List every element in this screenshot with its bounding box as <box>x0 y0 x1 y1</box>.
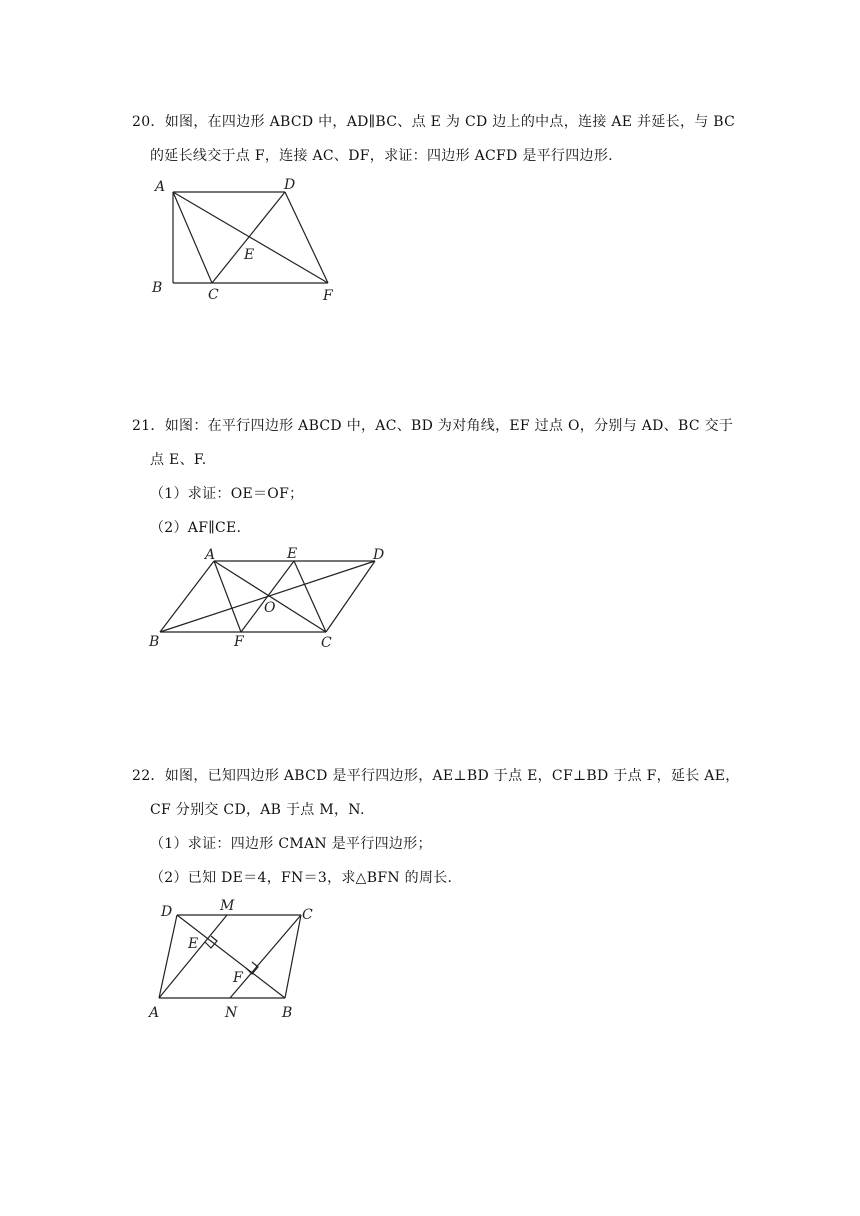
q20-label-B: B <box>152 280 163 296</box>
q22-label-B: B <box>282 1005 293 1021</box>
q21-segment-EF <box>241 561 294 632</box>
q22-segment-CB <box>285 915 301 998</box>
q22-label-N: N <box>225 1005 238 1021</box>
q21-line-4: （2）AF∥CE. <box>150 520 242 536</box>
q22-label-E: E <box>188 936 199 952</box>
q21-segment-AF <box>214 561 241 632</box>
q21-label-A: A <box>205 547 216 563</box>
q22-line-1: 22．如图，已知四边形 ABCD 是平行四边形，AE⊥BD 于点 E，CF⊥BD 于点 F，延长 AE， <box>132 768 740 784</box>
q21-segment-AB <box>160 561 214 632</box>
q20-segment-AC <box>173 192 212 283</box>
q22-line-4: （2）已知 DE＝4，FN＝3，求△BFN 的周长. <box>150 870 453 886</box>
q21-label-O: O <box>264 600 276 616</box>
q21-label-E: E <box>287 546 298 562</box>
q22-line-3: （1）求证：四边形 CMAN 是平行四边形； <box>150 836 432 852</box>
q20-segment-CD <box>212 192 285 283</box>
q20-line-2: 的延长线交于点 F，连接 AC、DF，求证：四边形 ACFD 是平行四边形. <box>150 148 613 164</box>
q20-label-C: C <box>208 287 219 303</box>
q21-label-C: C <box>321 635 332 651</box>
q21-segment-DC <box>326 561 375 632</box>
q21-label-D: D <box>373 547 385 563</box>
q20-figure <box>140 170 360 310</box>
q20-label-D: D <box>284 177 296 193</box>
q21-line-3: （1）求证：OE＝OF； <box>150 486 304 502</box>
q20-label-A: A <box>155 179 166 195</box>
q22-label-M: M <box>220 898 235 914</box>
q22-label-F: F <box>233 970 243 986</box>
q21-line-1: 21．如图：在平行四边形 ABCD 中，AC、BD 为对角线，EF 过点 O，分别与 AD、BC 交于 <box>132 418 734 434</box>
q22-segment-DA <box>159 915 177 998</box>
q20-segment-AF <box>173 192 328 283</box>
q21-segment-AC <box>214 561 326 632</box>
q22-line-2: CF 分别交 CD，AB 于点 M，N. <box>150 802 365 818</box>
q20-segment-DF <box>285 192 328 283</box>
q22-label-C: C <box>302 907 313 923</box>
q20-label-E: E <box>244 247 255 263</box>
q21-figure <box>140 540 400 655</box>
q21-label-B: B <box>149 634 160 650</box>
q22-label-A: A <box>149 1005 160 1021</box>
q20-label-F: F <box>323 288 333 304</box>
q20-line-1: 20．如图，在四边形 ABCD 中，AD∥BC、点 E 为 CD 边上的中点，连接 AE 并延长，与 BC <box>132 114 736 130</box>
q22-label-D: D <box>161 904 173 920</box>
q21-label-F: F <box>234 634 244 650</box>
q22-figure <box>140 893 350 1028</box>
q21-line-2: 点 E、F. <box>150 452 207 468</box>
